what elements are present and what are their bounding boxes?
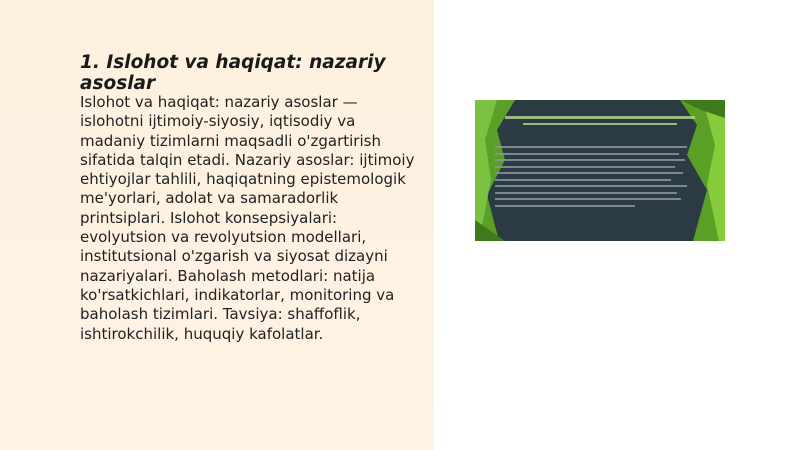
slide-title: 1. Islohot va haqiqat: nazariy asoslar — [80, 52, 386, 94]
slide-body-text: Islohot va haqiqat: nazariy asoslar — islohotni ijtimoiy-siyosiy, iqtisodiy va madaniy tizimlarni maqsadli o'zgartirish sifatida talqin etadi. Nazariy asoslar: ijtimoiy ehtiyojlar tahlili, haqiqatning epistemologik me'yorlari, adolat va samaradorlik printsiplari. Islohot konsepsiyalari: evolyutsion va revolyutsion modellari, institutsional o'zgarish va siyosat dizayni nazariyalari. Baholash metodlari: natija ko'rsatkichlari, indikatorlar, monitoring va baholash tizimlari. Tavsiya: shaffoflik, ishtirokchilik, huquqiy kafolatlar. — [80, 93, 415, 343]
thumbnail-body-blur — [495, 146, 695, 211]
thumbnail-title-blur — [493, 114, 707, 125]
slide-thumbnail-image — [475, 100, 725, 241]
